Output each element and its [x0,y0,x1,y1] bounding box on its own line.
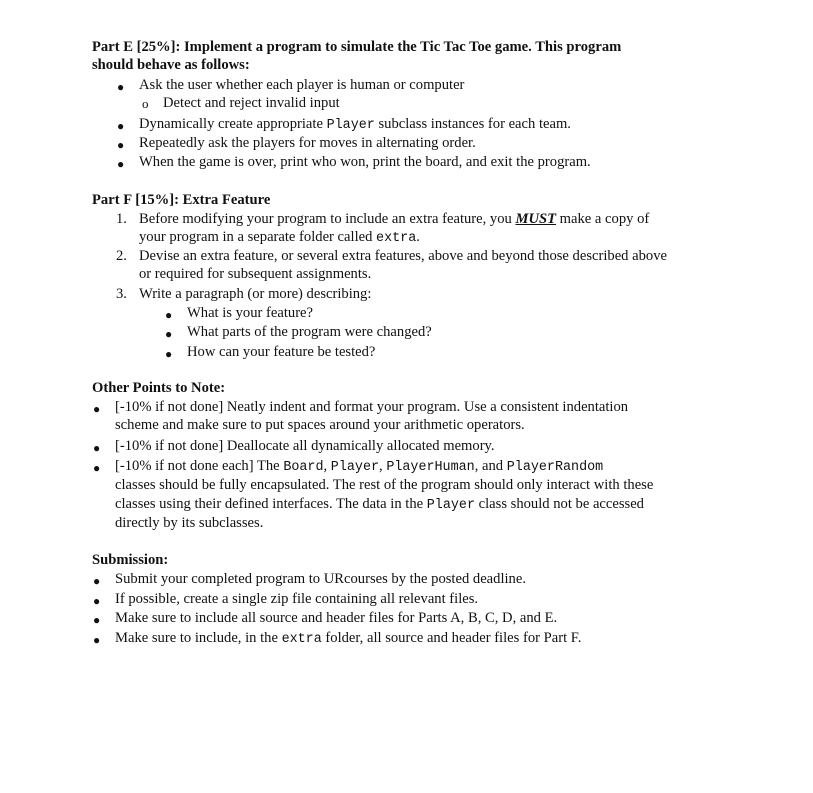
list-number: 2. [116,248,127,264]
text: your program in a separate folder called [139,229,377,245]
part-e-subitem-1: Detect and reject invalid input [163,95,340,111]
bullet-icon: ● [93,574,101,588]
bullet-icon: ● [117,80,125,94]
bullet-icon: ● [117,157,125,171]
part-f-item-3: Write a paragraph (or more) describing: [139,286,372,302]
other-point-3-cont3: directly by its subclasses. [115,515,264,531]
emphasis-must: MUST [515,211,557,227]
text: , [323,458,331,474]
part-e-heading: Part E [25%]: Implement a program to simulate the Tic Tac Toe game. This program [92,39,622,55]
text: make a copy of [556,211,650,227]
code-player: Player [426,498,475,513]
code-board: Board [283,460,324,475]
part-e-item-1: Ask the user whether each player is human or computer [139,77,465,93]
part-f-heading: Part F [15%]: Extra Feature [92,192,271,208]
bullet-icon: ● [93,633,101,647]
text: classes using their defined interfaces. The data in the [115,496,427,512]
code-extra: extra [281,632,322,647]
bullet-icon: ● [93,594,101,608]
sub-bullet-icon: o [142,96,149,111]
bullet-icon: ● [93,613,101,627]
submission-heading: Submission: [92,552,169,568]
text: class should not be accessed [474,496,644,512]
submission-item-3: Make sure to include all source and header files for Parts A, B, C, D, and E. [115,610,558,626]
text: Dynamically create appropriate [139,116,327,132]
text: folder, all source and header files for Part F. [321,630,582,646]
other-point-1: [-10% if not done] Neatly indent and format your program. Use a consistent indentation [115,399,629,415]
other-points-heading: Other Points to Note: [92,380,226,396]
text: subclass instances for each team. [374,116,571,132]
other-point-3 [115,457,603,477]
part-f-item-1 [139,210,649,228]
list-number: 3. [116,286,127,302]
part-e-item-2 [139,115,571,135]
text: . [416,229,420,245]
part-e-item-3: Repeatedly ask the players for moves in alternating order. [139,135,476,151]
other-point-2: [-10% if not done] Deallocate all dynamically allocated memory. [115,438,495,454]
bullet-icon: ● [93,402,101,416]
other-point-3-cont2 [115,495,644,515]
code-player-random: PlayerRandom [506,460,604,475]
part-f-subitem-3: How can your feature be tested? [187,344,376,360]
submission-item-4 [115,629,581,649]
part-f-item-2-cont: or required for subsequent assignments. [139,266,372,282]
bullet-icon: ● [165,327,173,341]
text: [-10% if not done each] The [115,458,284,474]
code-player-human: PlayerHuman [386,460,475,475]
text: , and [474,458,507,474]
text: Before modifying your program to include an extra feature, you [139,211,516,227]
bullet-icon: ● [93,461,101,475]
other-point-3-cont: classes should be fully encapsulated. The rest of the program should only interact with these [115,477,654,493]
list-number: 1. [116,211,127,227]
bullet-icon: ● [165,308,173,322]
submission-item-2: If possible, create a single zip file containing all relevant files. [115,591,479,607]
bullet-icon: ● [117,138,125,152]
text: , [379,458,387,474]
text: Make sure to include, in the [115,630,282,646]
code-extra: extra [376,231,417,246]
code-player: Player [326,118,375,133]
part-f-subitem-1: What is your feature? [187,305,314,321]
code-player: Player [330,460,380,475]
other-point-1-cont: scheme and make sure to put spaces around your arithmetic operators. [115,417,525,433]
part-f-item-1-cont [139,228,420,248]
submission-item-1: Submit your completed program to URcourses by the posted deadline. [115,571,526,587]
part-f-subitem-2: What parts of the program were changed? [187,324,432,340]
part-f-item-2: Devise an extra feature, or several extra features, above and beyond those described above [139,248,667,264]
part-e-item-4: When the game is over, print who won, print the board, and exit the program. [139,154,591,170]
part-e-heading-cont: should behave as follows: [92,57,250,73]
bullet-icon: ● [165,347,173,361]
bullet-icon: ● [93,441,101,455]
bullet-icon: ● [117,119,125,133]
